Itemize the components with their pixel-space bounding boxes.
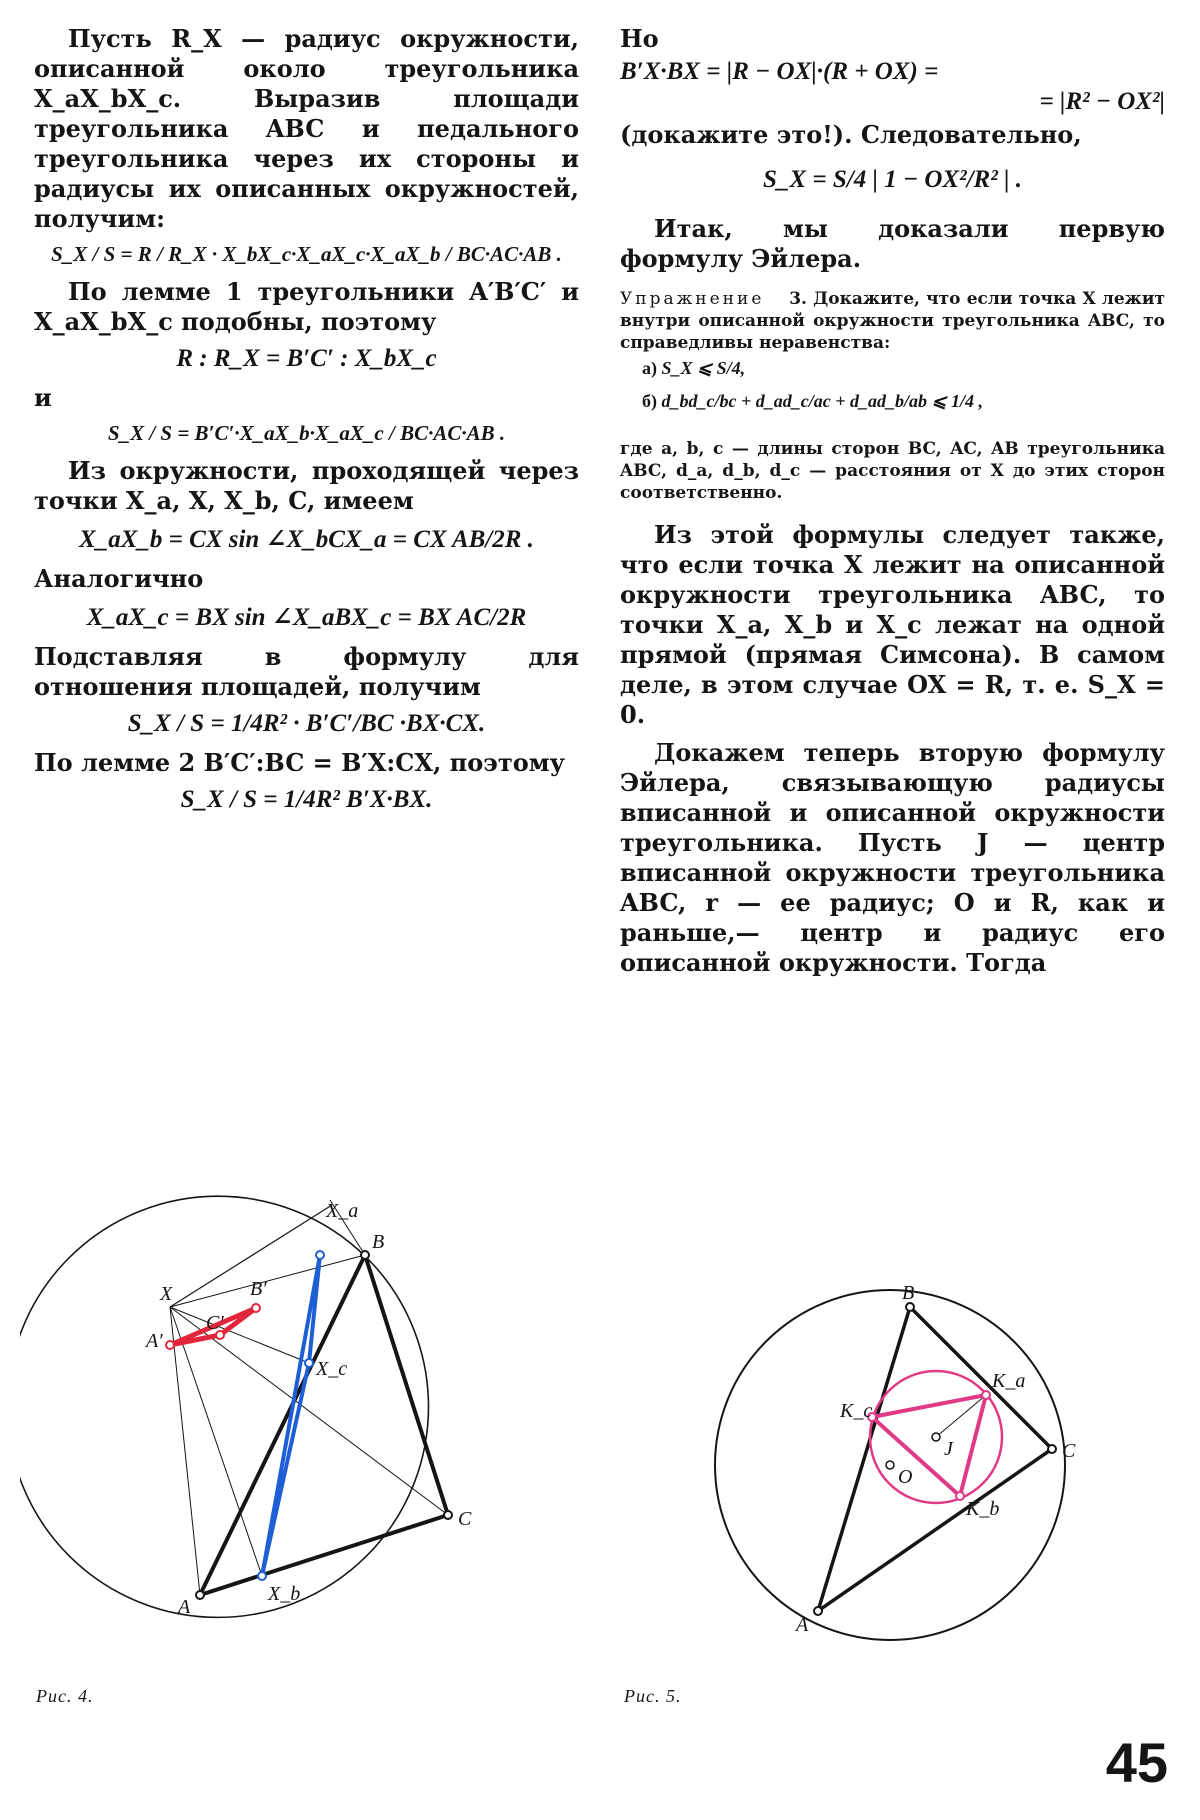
formula: S_X = S/4 | 1 − OX²/R² | . [763, 166, 1022, 193]
point-kb [956, 1492, 964, 1500]
point-xb [258, 1572, 266, 1580]
label-a: A [178, 1596, 191, 1618]
formula: X_aX_b = CX sin ∠X_bCX_a = CX AB/2R . [79, 526, 534, 553]
figure-5-caption: Рис. 5. [624, 1686, 682, 1706]
label-kb: K_b [966, 1498, 1000, 1520]
label-xb: X_b [268, 1583, 301, 1605]
exercise-title: Упражнение [620, 289, 765, 309]
point-a [814, 1607, 822, 1615]
figure-4-caption: Рис. 4. [36, 1686, 94, 1706]
point-b [361, 1251, 369, 1259]
point-xc [305, 1359, 313, 1367]
triangle-abc [200, 1255, 448, 1595]
center-o [886, 1461, 894, 1469]
point-a [196, 1591, 204, 1599]
paragraph: Из окружности, проходящей через точки X_a, X, X_b, C, имеем [34, 456, 579, 515]
label-xc: X_c [316, 1358, 348, 1380]
paragraph: По лемме 2 B′C′:BC = B′X:CX, поэтому [34, 748, 565, 777]
paragraph: По лемме 1 треугольники A′B′C′ и X_aX_bX_c подобны, поэтому [34, 277, 579, 336]
formula: S_X / S = 1/4R² B′X·BX. [180, 786, 433, 813]
formula: S_X / S = B′C′·X_aX_b·X_aX_c / BC·AC·AB . [107, 421, 506, 445]
left-column [34, 24, 579, 824]
label-j: J [944, 1438, 953, 1460]
paragraph: Но [620, 24, 659, 53]
paragraph: Аналогично [34, 564, 204, 593]
paragraph: Докажем теперь вторую формулу Эйлера, связывающую радиусы вписанной и описанной окружности треугольника. Пусть J — центр вписанной окружности треугольника ABC, r — ее радиус; O и R, как и раньше,— центр и радиус его описанной окружности. Тогда [620, 738, 1165, 977]
label-ka: K_a [992, 1370, 1026, 1392]
formula: B′X·BX = |R − OX|·(R + OX) = [620, 58, 939, 85]
paragraph: Из этой формулы следует также, что если точка X лежит на описанной окружности треугольника ABC, то точки X_a, X_b и X_c лежат на одной прямой (прямая Симсона). В самом деле, в этом случае OX = R, т. е. S_X = 0. [620, 520, 1165, 729]
point-c [444, 1511, 452, 1519]
label-x: X [160, 1283, 173, 1305]
label-b-prime: B′ [250, 1278, 267, 1300]
line [365, 1255, 448, 1515]
exercise-item-a: а) S_X ⩽ S/4, [642, 358, 746, 378]
paragraph: Пусть R_X — радиус окружности, описанной около треугольника X_aX_bX_c. Выразив площади треугольника ABC и педального треугольника через их стороны и радиусы их описанных окружностей, получим: [34, 24, 579, 233]
label-b: B [372, 1231, 385, 1253]
label-c-prime: C′ [206, 1312, 224, 1334]
exercise-body: 3. Докажите, что если точка X лежит внутри описанной окружности треугольника ABC, то справедливы неравенства: [620, 289, 1165, 353]
point-b [906, 1303, 914, 1311]
paragraph: Подставляя в формулу для отношения площадей, получим [34, 642, 579, 701]
label-c: C [458, 1508, 472, 1530]
page-number: 45 [1105, 1731, 1168, 1794]
label-xa: X_a [326, 1200, 359, 1222]
label-kc: K_c [840, 1400, 873, 1422]
simson-line [262, 1255, 320, 1576]
formula: R : R_X = B′C′ : X_bX_c [176, 345, 437, 372]
paragraph: и [34, 383, 52, 412]
exercise [620, 288, 1165, 504]
paragraph: (докажите это!). Следовательно, [620, 120, 1082, 149]
triangle-abc [818, 1307, 1052, 1611]
label-c: C [1062, 1440, 1076, 1462]
center-j [932, 1433, 940, 1441]
formula: X_aX_c = BX sin ∠X_aBX_c = BX AC/2R [86, 604, 527, 631]
paragraph: Итак, мы доказали первую формулу Эйлера. [620, 214, 1165, 273]
label-a-prime: A′ [146, 1330, 163, 1352]
exercise-text [620, 288, 1165, 354]
formula: S_X / S = 1/4R² · B′C′/BC ·BX·CX. [127, 710, 486, 737]
right-column [620, 24, 1165, 978]
point-xa [316, 1251, 324, 1259]
label-o: O [898, 1466, 913, 1488]
label-b: B [902, 1285, 915, 1304]
point-ka [982, 1391, 990, 1399]
formula: = |R² − OX²| [1039, 88, 1165, 115]
formula: S_X / S = R / R_X · X_bX_c·X_aX_c·X_aX_b / BC·AC·AB . [51, 242, 562, 266]
exercise-note: где a, b, c — длины сторон BC, AC, AB треугольника ABC, d_a, d_b, d_c — расстояния от X до этих сторон соответственно. [620, 439, 1165, 503]
point-c [1048, 1445, 1056, 1453]
point-a-prime [166, 1341, 174, 1349]
point-b-prime [252, 1304, 260, 1312]
line [170, 1255, 365, 1307]
label-a: A [796, 1614, 809, 1636]
figure-5-diagram [700, 1285, 1110, 1655]
contact-triangle [872, 1395, 986, 1496]
figure-4-diagram [20, 1195, 540, 1645]
exercise-item-b: б) d_bd_c/bc + d_ad_c/ac + d_ad_b/ab ⩽ 1/4 , [642, 391, 984, 411]
